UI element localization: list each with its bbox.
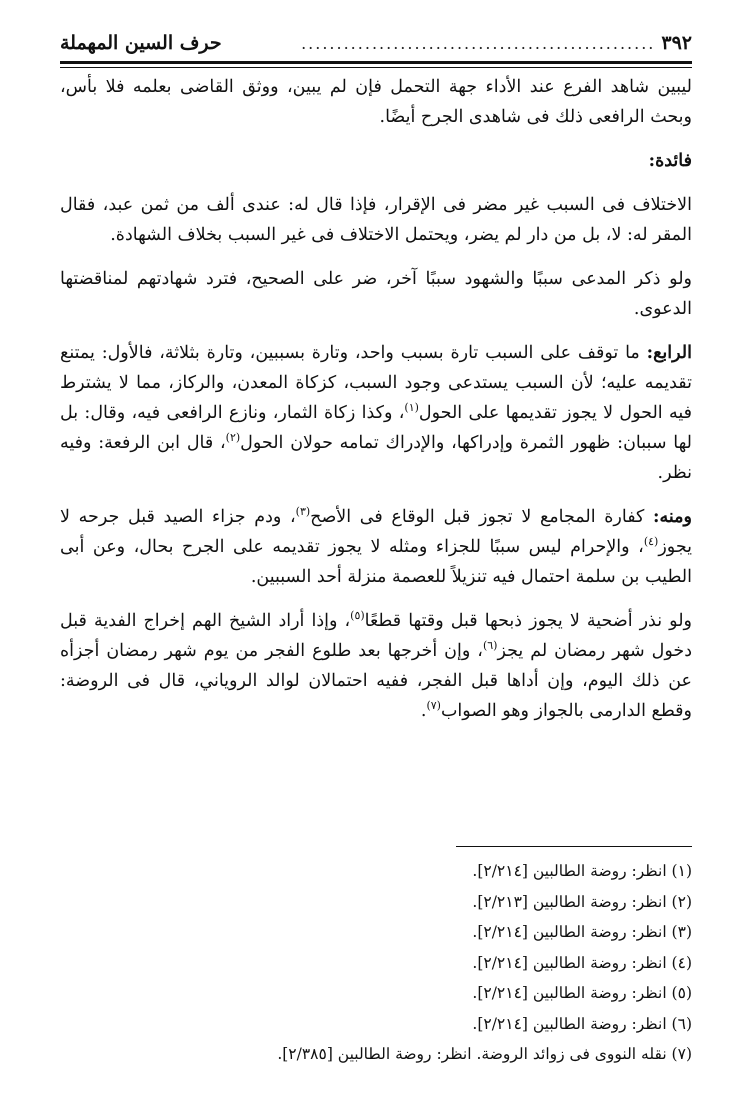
paragraph-lead: الرابع: — [646, 343, 692, 363]
footnote-item: (٥) انظر: روضة الطالبين [٢/٢١٤]. — [472, 984, 692, 1002]
footnote-ref[interactable]: (١) — [404, 401, 419, 415]
footnote-ref[interactable]: (٧) — [426, 699, 441, 713]
page-number: ٣٩٢ — [661, 32, 692, 54]
text-run: ما توقف على السبب تارة بسبب واحد، وتارة بسببين، وتارة بثلاثة، فالأول: يمتنع تقديمه عليه؛ لأن السبب يستدعى وجود السبب، كزكاة المعدن، والركاز، مما لا يشترط فيه الحول لا يجوز تقديمها على الحول — [60, 343, 693, 423]
footnote-ref[interactable]: (٣) — [295, 505, 311, 519]
paragraph — [60, 338, 692, 488]
footnote-item: (٤) انظر: روضة الطالبين [٢/٢١٤]. — [472, 953, 692, 972]
header-leader-dots: .................................................. — [301, 33, 656, 53]
paragraph: ولو ذكر المدعى سببًا والشهود سببًا آخر، ضر على الصحيح، فترد شهادتهم لمناقضتها الدعوى. — [60, 269, 692, 319]
section-heading: فائدة: — [648, 151, 692, 171]
footnote-separator — [456, 846, 692, 847]
footnote-item: (٢) انظر: روضة الطالبين [٢/٢١٣]. — [472, 892, 692, 911]
header-rule-thin — [60, 67, 692, 68]
text-run: ، قال ابن الرفعة: وفيه نظر. — [60, 433, 692, 483]
text-run: كفارة المجامع لا تجوز قبل الوقاع فى الأصح — [310, 507, 654, 527]
footnote-item: (١) انظر: روضة الطالبين [٢/٢١٤]. — [472, 862, 692, 880]
footnote-item: (٧) نقله النووى فى زوائد الروضة. انظر: روضة الطالبين [٢/٣٨٥]. — [277, 1045, 692, 1063]
paragraph: الاختلاف فى السبب غير مضر فى الإقرار، فإذا قال له: عندى ألف من ثمن عبد، فقال المقر له: لا، بل من دار لم يضر، ويحتمل الاختلاف فى غير السبب بخلاف الشهادة. — [60, 195, 692, 245]
text-run: ، ودم جزاء الصيد قبل جرحه لا يجوز — [60, 507, 692, 557]
text-run: . — [420, 701, 427, 721]
footnote-ref[interactable]: (٢) — [225, 431, 241, 445]
text-run: ، وكذا زكاة الثمار، ونازع الرافعى فيه، وقال: بل لها سببان: ظهور الثمرة وإدراكها، والإدراك تمامه حولان الحول — [60, 403, 692, 453]
text-run: ، وإن أخرجها بعد طلوع الفجر من يوم شهر رمضان أجزأه عن ذلك اليوم، وإن أداها قبل الفجر، ففيه احتمالان لوالد الروياني، قال فى الروضة: وقطع الدارمى بالجواز وهو الصواب — [60, 641, 692, 721]
footnote-ref[interactable]: (٤) — [643, 535, 659, 549]
paragraph — [60, 502, 692, 592]
main-text — [60, 72, 692, 740]
text-run: ، والإحرام ليس سببًا للجزاء ومثله لا يجوز تقديمه على الجرح بحال، وعن أبى الطيب بن سلمة احتمال فيه تنزيلاً للعصمة منزلة أحد السببين. — [60, 537, 692, 587]
chapter-title: حرف السين المهملة — [60, 32, 222, 54]
footnote-item: (٦) انظر: روضة الطالبين [٢/٢١٤]. — [472, 1014, 692, 1033]
text-run: ، وإذا أراد الشيخ الهم إخراج الفدية قبل دخول شهر رمضان لم يجز — [60, 611, 692, 661]
running-header — [60, 30, 692, 56]
footnote-ref[interactable]: (٥) — [350, 609, 365, 623]
footnote-ref[interactable]: (٦) — [482, 639, 498, 653]
paragraph: ليبين شاهد الفرع عند الأداء جهة التحمل فإن لم يبين، ووثق القاضى بعلمه فلا بأس، وبحث الرافعى ذلك فى شاهدى الجرح أيضًا. — [60, 77, 692, 127]
footnotes — [60, 856, 692, 1070]
paragraph-lead: ومنه: — [653, 507, 692, 527]
header-rule-thick — [60, 61, 692, 64]
text-run: ولو نذر أضحية لا يجوز ذبحها قبل وقتها قطعًا — [364, 611, 692, 631]
paragraph — [60, 606, 692, 726]
footnote-item: (٣) انظر: روضة الطالبين [٢/٢١٤]. — [472, 923, 692, 941]
